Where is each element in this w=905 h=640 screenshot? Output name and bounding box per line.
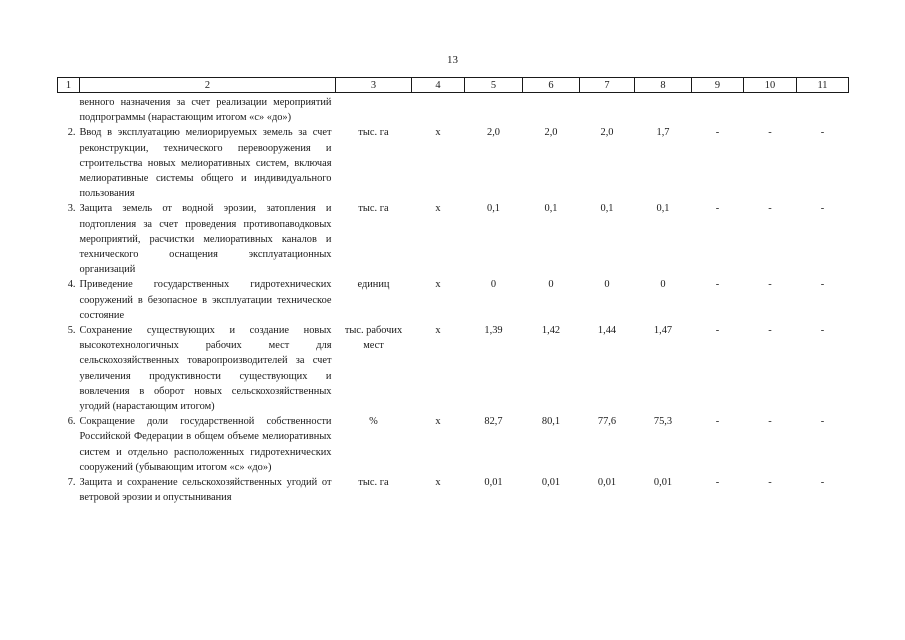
row-unit: единиц — [357, 279, 390, 291]
row-description: венного назначения за счет реализации мероприятий подпрограммы (нарастающим итогом «с» «до») — [79, 97, 332, 124]
row-unit: тыс. рабочих мест — [344, 325, 403, 352]
row-col-4: х — [435, 279, 441, 291]
row-col-6: 0,1 — [544, 203, 558, 215]
row-col-8: 75,3 — [653, 416, 673, 428]
row-col-7: 0,1 — [600, 203, 614, 215]
row-col-7: 2,0 — [600, 127, 614, 139]
row-unit: тыс. га — [358, 203, 389, 215]
indicators-table — [57, 77, 849, 505]
row-col-10: - — [768, 279, 772, 291]
row-col-6: 0 — [548, 279, 554, 291]
table-row — [58, 414, 849, 475]
row-col-9: - — [715, 477, 720, 489]
row-col-8: 0,1 — [656, 203, 670, 215]
page-number: 13 — [447, 54, 458, 66]
row-col-8: 0,01 — [653, 477, 673, 489]
table-row — [58, 277, 849, 323]
table-row — [58, 475, 849, 505]
row-col-7: 77,6 — [597, 416, 617, 428]
table-row — [58, 201, 849, 277]
row-number — [58, 93, 80, 126]
row-unit: тыс. га — [358, 127, 389, 139]
row-col-10: - — [768, 127, 772, 139]
row-col-5: 0 — [490, 279, 497, 291]
row-number: 7. — [67, 477, 76, 489]
row-col-5: 0,1 — [487, 203, 500, 215]
header-cell: 5 — [465, 78, 523, 93]
row-col-4: х — [435, 127, 441, 139]
header-cell: 11 — [797, 78, 849, 93]
row-description: Сохранение существующих и создание новых высокотехнологичных рабочих мест для сельскохозяйственных товаропроизводителей за счет увеличения продуктивности существующих и вовлечения в оборот новых сельскохозяйственных угодий (нарастающим итогом) — [79, 325, 332, 413]
header-cell: 4 — [412, 78, 465, 93]
row-number: 5. — [67, 325, 76, 337]
row-col-10: - — [768, 203, 772, 215]
row-col-9: - — [715, 325, 720, 337]
row-col-9: - — [715, 127, 720, 139]
row-col-9: - — [715, 416, 720, 428]
row-col-6: 80,1 — [541, 416, 561, 428]
row-number: 3. — [67, 203, 76, 215]
table-row — [58, 125, 849, 201]
row-col-10: - — [768, 477, 772, 489]
row-col-10: - — [768, 416, 772, 428]
table-row — [58, 323, 849, 414]
row-col-7: 1,44 — [597, 325, 617, 337]
row-col-8: 1,47 — [653, 325, 673, 337]
header-cell: 6 — [523, 78, 580, 93]
row-col-6: 0,01 — [541, 477, 561, 489]
row-col-5: 2,0 — [487, 127, 500, 139]
row-col-8: 0 — [660, 279, 666, 291]
row-col-11: - — [820, 477, 825, 489]
header-cell: 10 — [744, 78, 797, 93]
row-col-9: - — [715, 279, 720, 291]
row-col-7: 0 — [604, 279, 610, 291]
row-col-9: - — [715, 203, 720, 215]
row-col-11: - — [820, 416, 825, 428]
row-col-4: х — [435, 325, 441, 337]
header-cell: 9 — [692, 78, 744, 93]
row-col-4: х — [435, 416, 441, 428]
row-unit: тыс. га — [358, 477, 389, 489]
row-unit: % — [369, 416, 378, 428]
header-cell: 2 — [80, 78, 336, 93]
row-col-4: х — [435, 477, 441, 489]
row-description: Защита и сохранение сельскохозяйственных угодий от ветровой эрозии и опустынивания — [79, 477, 332, 504]
row-col-5: 82,7 — [484, 416, 503, 428]
row-number: 6. — [67, 416, 76, 428]
row-col-10: - — [768, 325, 772, 337]
table-row-continuation — [58, 93, 849, 126]
row-col-6: 2,0 — [544, 127, 558, 139]
row-number: 4. — [67, 279, 76, 291]
row-description: Приведение государственных гидротехнических сооружений в безопасное в эксплуатации техническое состояние — [79, 279, 332, 321]
header-cell: 3 — [336, 78, 412, 93]
row-description: Ввод в эксплуатацию мелиорируемых земель за счет реконструкции, технического перевооружения и строительства новых мелиоративных систем, включая мелиоративные системы общего и индивидуального пользования — [79, 127, 332, 200]
row-col-6: 1,42 — [541, 325, 561, 337]
header-cell: 7 — [580, 78, 635, 93]
row-col-7: 0,01 — [597, 477, 617, 489]
row-description: Защита земель от водной эрозии, затопления и подтопления за счет проведения противопаводковых мероприятий, расчистки мелиоративных каналов и технического оснащения эксплуатационных организаций — [79, 203, 332, 276]
row-number: 2. — [67, 127, 76, 139]
row-col-5: 1,39 — [484, 325, 503, 337]
row-col-11: - — [820, 279, 825, 291]
row-col-11: - — [820, 325, 825, 337]
row-col-11: - — [820, 127, 825, 139]
header-cell: 8 — [635, 78, 692, 93]
row-col-4: х — [435, 203, 441, 215]
header-cell: 1 — [58, 78, 80, 93]
row-col-5: 0,01 — [484, 477, 503, 489]
row-description: Сокращение доли государственной собственности Российской Федерации в общем объеме мелиоративных систем и отдельно расположенных гидротехнических сооружений (убывающим итогом «с» «до») — [79, 416, 332, 473]
row-col-8: 1,7 — [656, 127, 670, 139]
row-col-11: - — [820, 203, 825, 215]
table-header-row — [58, 78, 849, 93]
